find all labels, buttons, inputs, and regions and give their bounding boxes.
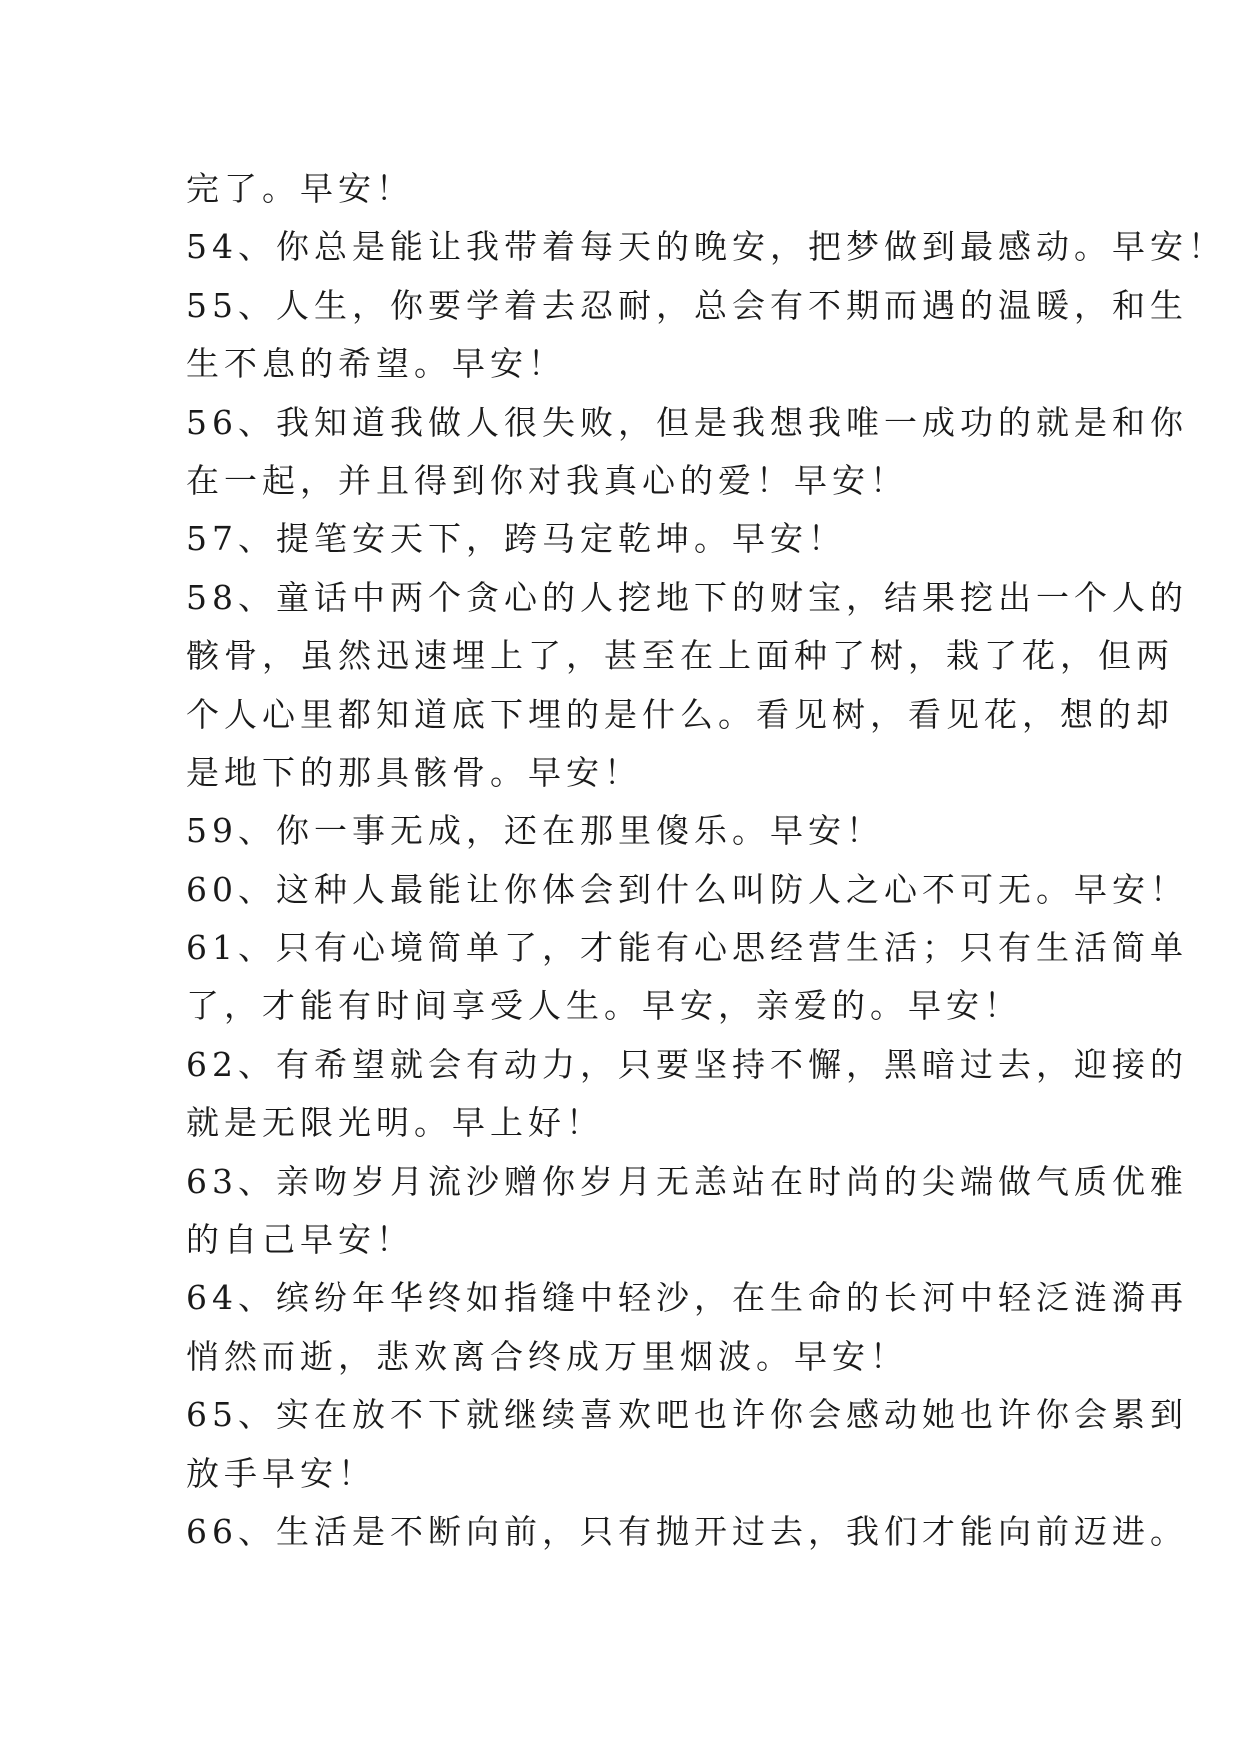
text-line: 的自己早安！ — [186, 1220, 414, 1260]
text-line: 放手早安！ — [186, 1453, 376, 1493]
text-line: 59、你一事无成，还在那里傻乐。早安！ — [186, 811, 884, 851]
text-line: 56、我知道我做人很失败，但是我想我唯一成功的就是和你 — [186, 402, 1188, 442]
text-line: 是地下的那具骸骨。早安！ — [186, 752, 642, 792]
document-text — [186, 160, 1226, 1561]
text-line: 在一起，并且得到你对我真心的爱！早安！ — [186, 460, 908, 500]
text-line: 62、有希望就会有动力，只要坚持不懈，黑暗过去，迎接的 — [186, 1044, 1188, 1084]
text-line: 完了。早安！ — [186, 169, 414, 208]
text-line: 悄然而逝，悲欢离合终成万里烟波。早安！ — [186, 1336, 908, 1376]
text-line: 55、人生，你要学着去忍耐，总会有不期而遇的温暖，和生 — [186, 285, 1188, 325]
text-line: 生不息的希望。早安！ — [186, 344, 566, 384]
text-line: 60、这种人最能让你体会到什么叫防人之心不可无。早安！ — [186, 869, 1188, 909]
text-line: 个人心里都知道底下埋的是什么。看见树，看见花，想的却 — [186, 694, 1174, 734]
text-line: 就是无限光明。早上好！ — [186, 1103, 604, 1143]
text-line: 63、亲吻岁月流沙赠你岁月无恙站在时尚的尖端做气质优雅 — [186, 1161, 1188, 1201]
text-line: 66、生活是不断向前，只有抛开过去，我们才能向前迈进。 — [186, 1511, 1188, 1551]
text-line: 64、缤纷年华终如指缝中轻沙，在生命的长河中轻泛涟漪再 — [186, 1278, 1188, 1318]
text-line: 61、只有心境简单了，才能有心思经营生活；只有生活简单 — [186, 928, 1188, 968]
text-line: 65、实在放不下就继续喜欢吧也许你会感动她也许你会累到 — [186, 1395, 1188, 1435]
text-line: 骸骨，虽然迅速埋上了，甚至在上面种了树，栽了花，但两 — [186, 636, 1174, 676]
text-line: 了，才能有时间享受人生。早安，亲爱的。早安！ — [186, 986, 1022, 1026]
text-line: 58、童话中两个贪心的人挖地下的财宝，结果挖出一个人的 — [186, 577, 1188, 617]
text-line: 54、你总是能让我带着每天的晚安，把梦做到最感动。早安！ — [186, 227, 1226, 267]
text-line: 57、提笔安天下，跨马定乾坤。早安！ — [186, 519, 846, 559]
